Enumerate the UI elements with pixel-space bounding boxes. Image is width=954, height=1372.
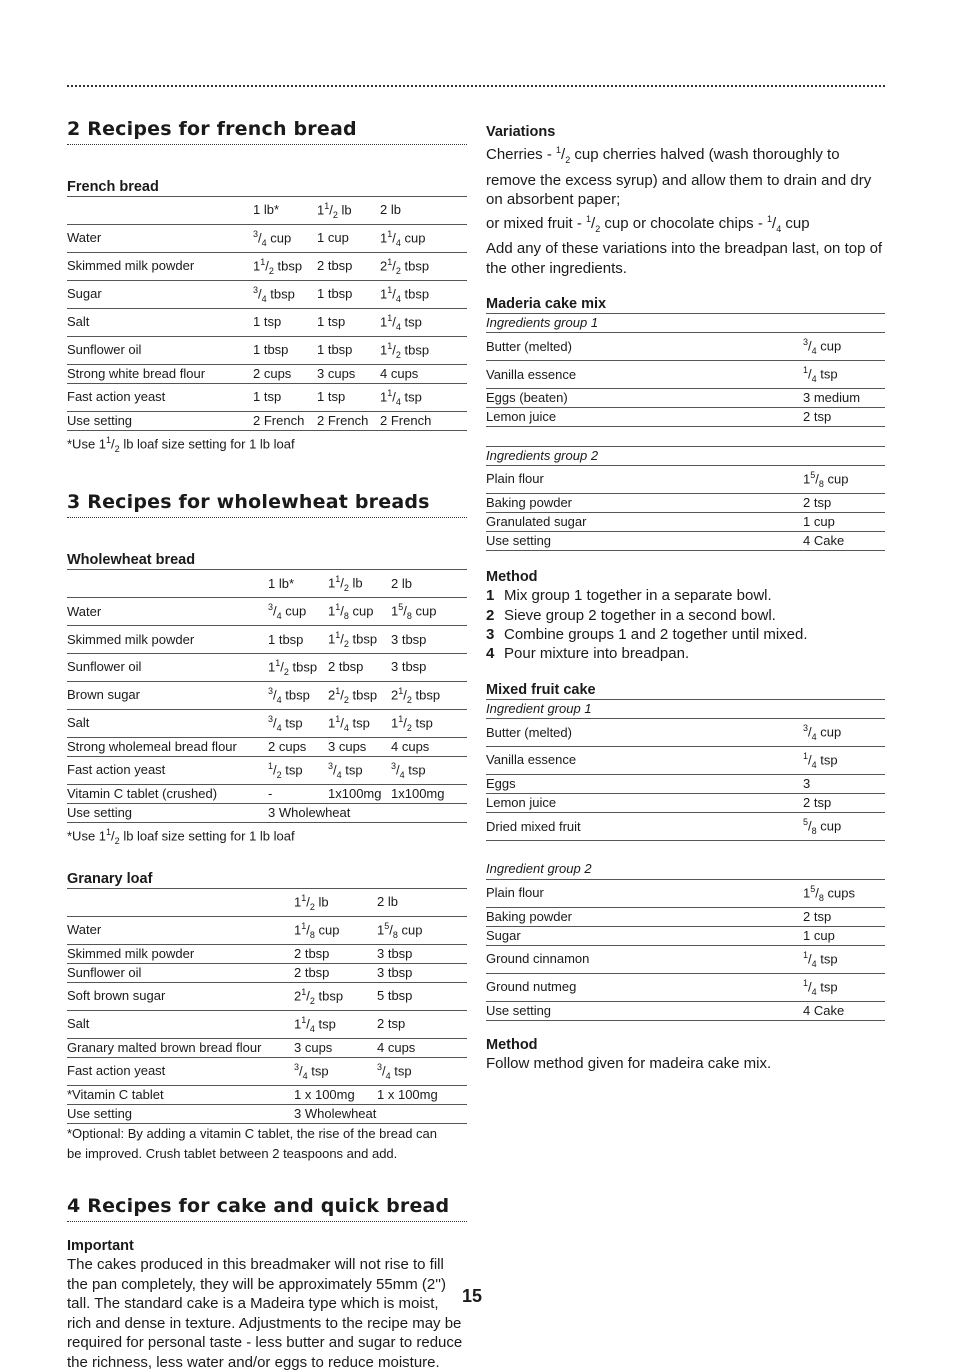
amount-cell: 2 tsp <box>803 907 885 926</box>
ingredient-cell: Ingredient group 1 <box>486 699 885 718</box>
ingredient-cell: Strong wholemeal bread flour <box>67 737 268 756</box>
amount-cell: $^3/_4$ tsp <box>294 1057 377 1085</box>
table-row <box>486 794 885 813</box>
ingredient-cell: Use setting <box>486 532 803 551</box>
table-row <box>67 1105 467 1124</box>
table-row <box>486 813 885 841</box>
table-row <box>486 1001 885 1020</box>
ingredient-cell: Vitamin C tablet (crushed) <box>67 784 268 803</box>
ingredient-cell: Sugar <box>67 280 253 308</box>
amount-cell: $^1/_4$ tsp <box>803 747 885 775</box>
group-label-row <box>486 699 885 718</box>
table-row <box>67 280 467 308</box>
amount-cell: $1^5/_8$ cup <box>803 465 885 493</box>
amount-cell: $1^1/_8$ cup <box>294 916 377 944</box>
amount-cell: $1^5/_8$ cup <box>391 598 467 626</box>
variations-text-3: Add any of these variations into the breadpan last, on top of the other ingredients. <box>486 240 883 277</box>
amount-cell: 3 cups <box>294 1038 377 1057</box>
step-text: Mix group 1 together in a separate bowl. <box>504 587 772 605</box>
ingredient-cell: Eggs <box>486 774 803 793</box>
important-text: The cakes produced in this breadmaker will not rise to fill the pan completely, they will be approximately 55mm (2'') tall. The standard cake is a Madeira type which is moist, rich and dense in texture. Adjustments to the recipe may be required for personal taste - less butter and sugar to reduce the richness, less water and/or eggs to reduce moisture. <box>67 1256 463 1371</box>
amount-cell: $1^1/_4$ tsp <box>294 1010 377 1038</box>
amount-cell: 1 tsp <box>253 308 317 336</box>
ingredient-cell: Granary malted brown bread flour <box>67 1038 294 1057</box>
amount-cell: $^3/_4$ cup <box>253 224 317 252</box>
amount-cell: 2 French <box>253 411 317 430</box>
amount-cell: $2^1/_2$ tbsp <box>380 252 467 280</box>
step-number: 4 <box>486 645 495 663</box>
ingredient-cell: Vanilla essence <box>486 361 803 389</box>
amount-cell: 1 tsp <box>317 308 380 336</box>
ingredient-cell: Salt <box>67 1010 294 1038</box>
table-row <box>67 252 467 280</box>
amount-cell: 2 French <box>380 411 467 430</box>
ingredient-cell: Ground cinnamon <box>486 945 803 973</box>
amount-cell: 1 tbsp <box>268 626 328 654</box>
step-number: 1 <box>486 587 495 605</box>
granary-loaf-table <box>67 888 467 1125</box>
amount-cell: 2 cups <box>268 737 328 756</box>
table-row <box>67 944 467 963</box>
amount-cell: 2 lb <box>380 197 467 225</box>
wholewheat-bread-note: *Use $1^1/_2$ lb loaf size setting for 1 lb loaf <box>67 827 295 847</box>
table-row <box>67 383 467 411</box>
ingredient-cell: Plain flour <box>486 879 803 907</box>
table-row <box>486 465 885 493</box>
amount-cell: $^3/_4$ tsp <box>391 756 467 784</box>
ingredient-cell: Fast action yeast <box>67 383 253 411</box>
fruitcake-method-title: Method <box>486 1036 538 1053</box>
amount-cell: $1^1/_8$ cup <box>328 598 391 626</box>
ingredient-cell: Salt <box>67 308 253 336</box>
amount-cell: 1 tbsp <box>317 336 380 364</box>
fruitcake-title: Mixed fruit cake <box>486 681 596 698</box>
madeira-table <box>486 313 885 551</box>
ingredient-cell: Ground nutmeg <box>486 973 803 1001</box>
ingredient-cell: Ingredients group 2 <box>486 446 885 465</box>
table-row <box>67 626 467 654</box>
french-bread-table <box>67 196 467 431</box>
variations-title: Variations <box>486 124 556 140</box>
table-row <box>67 709 467 737</box>
table-row <box>486 973 885 1001</box>
fruitcake-table <box>486 699 885 1021</box>
ingredient-cell: Baking powder <box>486 493 803 512</box>
amount-cell: $2^1/_2$ tbsp <box>391 681 467 709</box>
amount-cell: 3 tbsp <box>391 626 467 654</box>
table-row <box>67 598 467 626</box>
table-row <box>486 774 885 793</box>
amount-cell: $^3/_4$ tbsp <box>268 681 328 709</box>
amount-cell: 4 cups <box>391 737 467 756</box>
amount-cell: 3 <box>803 774 885 793</box>
table-row <box>67 784 467 803</box>
table-row <box>486 389 885 408</box>
step-text: Sieve group 2 together in a second bowl. <box>504 606 776 624</box>
amount-cell: $1^1/_2$ lb <box>328 570 391 598</box>
ingredient-cell: Lemon juice <box>486 794 803 813</box>
table-row <box>486 361 885 389</box>
amount-cell: $1^1/_4$ cup <box>380 224 467 252</box>
amount-cell: 2 tbsp <box>328 654 391 682</box>
important-title: Important <box>67 1238 134 1255</box>
step-text: Combine groups 1 and 2 together until mixed. <box>504 626 808 644</box>
ingredient-cell: Skimmed milk powder <box>67 252 253 280</box>
amount-cell: 2 French <box>317 411 380 430</box>
group-label-row <box>486 314 885 333</box>
right-column <box>486 124 885 1073</box>
ingredient-cell: Lemon juice <box>486 408 803 427</box>
ingredient-cell: Granulated sugar <box>486 512 803 531</box>
table-row <box>486 512 885 531</box>
amount-cell: 4 Cake <box>803 1001 885 1020</box>
group-label-row <box>486 446 885 465</box>
section-4-title: 4 Recipes for cake and quick bread <box>67 1195 467 1222</box>
amount-cell: 1 tsp <box>253 383 317 411</box>
table-row <box>486 945 885 973</box>
wholewheat-bread-title: Wholewheat bread <box>67 552 196 569</box>
amount-cell: 2 lb <box>391 570 467 598</box>
ingredient-cell: Skimmed milk powder <box>67 944 294 963</box>
amount-cell: 1 tsp <box>317 383 380 411</box>
ingredient-cell: Fast action yeast <box>67 1057 294 1085</box>
amount-cell: 3 medium <box>803 389 885 408</box>
method-step <box>486 625 885 644</box>
amount-cell: 2 tsp <box>377 1010 467 1038</box>
table-row <box>67 756 467 784</box>
section-3-title: 3 Recipes for wholewheat breads <box>67 491 467 518</box>
amount-cell: $1^5/_8$ cups <box>803 879 885 907</box>
ingredient-cell: Ingredient group 2 <box>486 860 885 879</box>
ingredient-cell: Use setting <box>67 411 253 430</box>
table-row <box>67 308 467 336</box>
page-number: 15 <box>462 1286 483 1306</box>
amount-cell: 2 tbsp <box>317 252 380 280</box>
amount-cell: 2 lb <box>377 888 467 916</box>
amount-cell: - <box>268 784 328 803</box>
amount-cell: $1^1/_2$ tbsp <box>253 252 317 280</box>
amount-cell: $^1/_4$ tsp <box>803 945 885 973</box>
madeira-method-title: Method <box>486 569 538 586</box>
ingredient-cell: Use setting <box>486 1001 803 1020</box>
ingredient-cell <box>67 888 294 916</box>
ingredient-cell: Vanilla essence <box>486 747 803 775</box>
granary-loaf-note-1: *Optional: By adding a vitamin C tablet, the rise of the bread can <box>67 1126 437 1142</box>
ingredient-cell: Water <box>67 598 268 626</box>
table-row <box>67 963 467 982</box>
left-column <box>67 118 467 1372</box>
table-row <box>67 364 467 383</box>
amount-cell: $1^1/_2$ tbsp <box>328 626 391 654</box>
amount-cell: 1x100mg <box>391 784 467 803</box>
method-step <box>486 606 885 625</box>
amount-cell: 1 lb* <box>253 197 317 225</box>
method-step <box>486 586 885 605</box>
ingredient-cell: Sunflower oil <box>67 336 253 364</box>
amount-cell: $^3/_4$ tsp <box>328 756 391 784</box>
fraction: $^1/_2$ <box>586 213 601 234</box>
table-row <box>486 879 885 907</box>
amount-cell: 1 tbsp <box>317 280 380 308</box>
ingredient-cell: Butter (melted) <box>486 333 803 361</box>
amount-cell: 2 cups <box>253 364 317 383</box>
ingredient-cell: Baking powder <box>486 907 803 926</box>
amount-cell: $1^1/_4$ tsp <box>328 709 391 737</box>
amount-cell: $^3/_4$ tsp <box>268 709 328 737</box>
amount-cell: $1^1/_2$ tbsp <box>268 654 328 682</box>
amount-cell: 2 tbsp <box>294 963 377 982</box>
amount-cell: $^3/_4$ cup <box>268 598 328 626</box>
table-row <box>486 926 885 945</box>
amount-cell: 4 cups <box>377 1038 467 1057</box>
amount-cell: 3 Wholewheat <box>294 1105 467 1124</box>
amount-cell: 1 tbsp <box>253 336 317 364</box>
table-row <box>67 681 467 709</box>
ingredient-cell: Skimmed milk powder <box>67 626 268 654</box>
fruitcake-method-text: Follow method given for madeira cake mix. <box>486 1054 772 1072</box>
amount-cell: 3 tbsp <box>377 963 467 982</box>
amount-cell: $1^1/_2$ lb <box>294 888 377 916</box>
amount-cell: 2 tsp <box>803 794 885 813</box>
amount-cell: 1 lb* <box>268 570 328 598</box>
table-row <box>67 1038 467 1057</box>
method-step <box>486 644 885 663</box>
table-header-row <box>67 197 467 225</box>
ingredient-cell: *Vitamin C tablet <box>67 1085 294 1104</box>
spacer-row <box>486 427 885 446</box>
wholewheat-bread-table <box>67 569 467 823</box>
amount-cell: 3 cups <box>328 737 391 756</box>
table-row <box>67 224 467 252</box>
table-row <box>67 1057 467 1085</box>
amount-cell: $1^5/_8$ cup <box>377 916 467 944</box>
amount-cell: $^3/_4$ tsp <box>377 1057 467 1085</box>
variations-text-1: Cherries - $^1/_2$ cup cherries halved (wash thoroughly to remove the excess syrup) and allow them to drain and dry on absorbent paper; <box>486 145 872 208</box>
ingredient-cell: Strong white bread flour <box>67 364 253 383</box>
amount-cell: $1^1/_2$ lb <box>317 197 380 225</box>
table-row <box>486 493 885 512</box>
madeira-method-steps <box>486 586 885 664</box>
amount-cell: 3 cups <box>317 364 380 383</box>
amount-cell: $^5/_8$ cup <box>803 813 885 841</box>
amount-cell: $1^1/_4$ tsp <box>380 383 467 411</box>
amount-cell: $^1/_4$ tsp <box>803 361 885 389</box>
amount-cell: 1 x 100mg <box>377 1085 467 1104</box>
amount-cell: 1 cup <box>803 926 885 945</box>
amount-cell: $1^1/_2$ tbsp <box>380 336 467 364</box>
table-row <box>67 982 467 1010</box>
table-row <box>67 916 467 944</box>
table-row <box>67 336 467 364</box>
table-row <box>67 804 467 823</box>
amount-cell: $^1/_2$ tsp <box>268 756 328 784</box>
table-header-row <box>67 570 467 598</box>
group-label-row <box>486 860 885 879</box>
spacer-row <box>486 841 885 860</box>
amount-cell: $1^1/_4$ tsp <box>380 308 467 336</box>
french-bread-note: *Use $1^1/_2$ lb loaf size setting for 1 lb loaf <box>67 434 295 454</box>
amount-cell: 3 tbsp <box>391 654 467 682</box>
ingredient-cell: Soft brown sugar <box>67 982 294 1010</box>
ingredient-cell: Ingredients group 1 <box>486 314 885 333</box>
amount-cell: $^3/_4$ tbsp <box>253 280 317 308</box>
section-2-title: 2 Recipes for french bread <box>67 118 467 145</box>
ingredient-cell: Salt <box>67 709 268 737</box>
table-row <box>67 1010 467 1038</box>
table-row <box>486 532 885 551</box>
ingredient-cell: Eggs (beaten) <box>486 389 803 408</box>
step-number: 3 <box>486 626 495 644</box>
amount-cell: $^3/_4$ cup <box>803 333 885 361</box>
ingredient-cell: Plain flour <box>486 465 803 493</box>
amount-cell: 1 x 100mg <box>294 1085 377 1104</box>
ingredient-cell: Sunflower oil <box>67 963 294 982</box>
ingredient-cell <box>486 427 885 446</box>
fraction: $^1/_2$ <box>556 145 571 165</box>
amount-cell: 1 cup <box>317 224 380 252</box>
granary-loaf-note-2: be improved. Crush tablet between 2 teaspoons and add. <box>67 1145 398 1161</box>
amount-cell: 4 cups <box>380 364 467 383</box>
ingredient-cell: Fast action yeast <box>67 756 268 784</box>
table-row <box>67 737 467 756</box>
amount-cell: 1 cup <box>803 512 885 531</box>
amount-cell: $2^1/_2$ tbsp <box>294 982 377 1010</box>
table-row <box>486 747 885 775</box>
amount-cell: 2 tbsp <box>294 944 377 963</box>
amount-cell: $1^1/_2$ tsp <box>391 709 467 737</box>
ingredient-cell: Dried mixed fruit <box>486 813 803 841</box>
amount-cell: 1x100mg <box>328 784 391 803</box>
amount-cell: $^1/_4$ tsp <box>803 973 885 1001</box>
table-header-row <box>67 888 467 916</box>
amount-cell: 2 tsp <box>803 493 885 512</box>
ingredient-cell: Use setting <box>67 1105 294 1124</box>
amount-cell: 4 Cake <box>803 532 885 551</box>
top-dotted-rule <box>67 85 885 87</box>
ingredient-cell <box>486 841 885 860</box>
table-row <box>486 408 885 427</box>
table-row <box>67 654 467 682</box>
variations-text-2: or mixed fruit - $^1/_2$ cup or chocolate chips - $^1/_4$ cup <box>486 213 810 234</box>
amount-cell: 3 tbsp <box>377 944 467 963</box>
table-row <box>67 411 467 430</box>
french-bread-title: French bread <box>67 179 159 195</box>
amount-cell: 2 tsp <box>803 408 885 427</box>
fraction: $^1/_4$ <box>767 213 782 234</box>
table-row <box>67 1085 467 1104</box>
ingredient-cell: Butter (melted) <box>486 719 803 747</box>
amount-cell: $^3/_4$ cup <box>803 719 885 747</box>
table-row <box>486 907 885 926</box>
step-text: Pour mixture into breadpan. <box>504 645 690 663</box>
granary-loaf-title: Granary loaf <box>67 870 153 887</box>
amount-cell: 3 Wholewheat <box>268 804 467 823</box>
ingredient-cell <box>67 197 253 225</box>
ingredient-cell: Sunflower oil <box>67 654 268 682</box>
ingredient-cell: Brown sugar <box>67 681 268 709</box>
table-row <box>486 333 885 361</box>
amount-cell: 5 tbsp <box>377 982 467 1010</box>
ingredient-cell: Sugar <box>486 926 803 945</box>
step-number: 2 <box>486 606 495 624</box>
ingredient-cell: Water <box>67 916 294 944</box>
amount-cell: $1^1/_4$ tbsp <box>380 280 467 308</box>
table-row <box>486 719 885 747</box>
ingredient-cell: Use setting <box>67 804 268 823</box>
ingredient-cell: Water <box>67 224 253 252</box>
madeira-title: Maderia cake mix <box>486 296 607 312</box>
amount-cell: $2^1/_2$ tbsp <box>328 681 391 709</box>
ingredient-cell <box>67 570 268 598</box>
